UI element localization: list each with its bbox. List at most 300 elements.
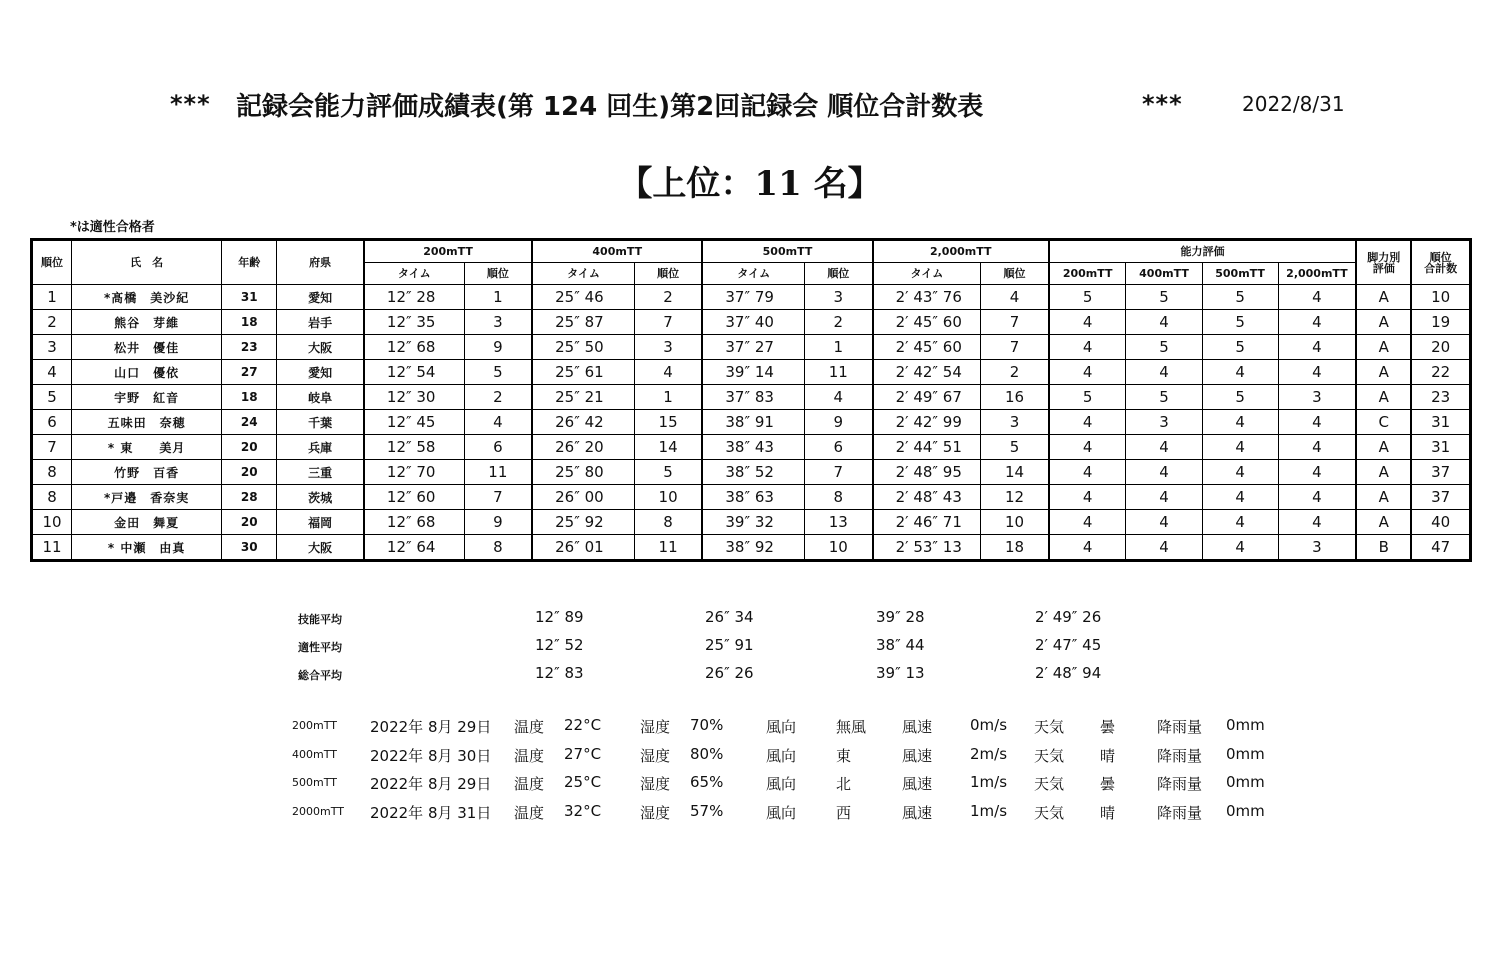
average-label: 適性平均 — [298, 641, 342, 654]
cell-rank: 7 — [32, 435, 72, 460]
cell-rank-400: 8 — [634, 510, 702, 535]
cell-prefecture: 三重 — [277, 460, 364, 485]
document-title: 記録会能力評価成績表(第 124 回生)第2回記録会 順位合計数表 — [236, 92, 984, 122]
weather-wind-speed-label: 風速 — [902, 746, 933, 765]
cell-rank-total: 47 — [1411, 535, 1470, 561]
cell-time-400: 26″ 00 — [532, 485, 634, 510]
subheader-time-500: タイム — [702, 263, 804, 285]
weather-wind-dir-label: 風向 — [766, 803, 797, 822]
top-count-heading: 【上位：11 名】 — [618, 164, 882, 204]
cell-eval-500: 4 — [1202, 485, 1278, 510]
cell-time-500: 37″ 83 — [702, 385, 804, 410]
cell-eval-500: 4 — [1202, 435, 1278, 460]
average-500: 39″ 28 — [876, 608, 925, 626]
subheader-rank-500: 順位 — [805, 263, 873, 285]
cell-time-200: 12″ 68 — [364, 510, 464, 535]
cell-prefecture: 愛知 — [277, 285, 364, 310]
cell-time-500: 38″ 52 — [702, 460, 804, 485]
cell-time-400: 25″ 80 — [532, 460, 634, 485]
cell-eval-200: 4 — [1049, 335, 1126, 360]
cell-leg-eval: A — [1356, 485, 1411, 510]
cell-eval-2000: 4 — [1278, 310, 1356, 335]
cell-name: 金田 舞夏 — [72, 510, 222, 535]
subheader-eval-400: 400mTT — [1126, 263, 1202, 285]
cell-rank-200: 2 — [464, 385, 532, 410]
cell-rank: 10 — [32, 510, 72, 535]
weather-rain-label: 降雨量 — [1157, 803, 1203, 822]
cell-rank-total: 37 — [1411, 485, 1470, 510]
cell-eval-200: 4 — [1049, 360, 1126, 385]
cell-age: 18 — [222, 385, 277, 410]
cell-rank: 6 — [32, 410, 72, 435]
average-2000: 2′ 49″ 26 — [1035, 608, 1102, 626]
average-200: 12″ 89 — [535, 608, 584, 626]
cell-rank-500: 3 — [805, 285, 873, 310]
cell-name: 五味田 奈穂 — [72, 410, 222, 435]
weather-wind-dir: 北 — [836, 775, 852, 793]
cell-eval-500: 4 — [1202, 535, 1278, 561]
cell-time-500: 37″ 79 — [702, 285, 804, 310]
average-label: 総合平均 — [298, 669, 342, 682]
header-event-2000: 2,000mTT — [873, 240, 1049, 263]
cell-rank-total: 31 — [1411, 435, 1470, 460]
cell-name: * 東 美月 — [72, 435, 222, 460]
cell-time-200: 12″ 45 — [364, 410, 464, 435]
cell-time-500: 39″ 14 — [702, 360, 804, 385]
cell-rank-400: 14 — [634, 435, 702, 460]
weather-temp-label: 温度 — [514, 746, 545, 765]
table-row — [32, 385, 1471, 410]
cell-time-500: 38″ 91 — [702, 410, 804, 435]
qualified-note: *は適性合格者 — [70, 220, 155, 235]
weather-row — [0, 773, 1500, 793]
cell-name: *戸邉 香奈実 — [72, 485, 222, 510]
cell-rank-400: 1 — [634, 385, 702, 410]
cell-eval-200: 5 — [1049, 285, 1126, 310]
cell-rank-2000: 2 — [981, 360, 1049, 385]
weather-sky: 曇 — [1100, 775, 1116, 793]
cell-rank-200: 8 — [464, 535, 532, 561]
cell-rank-200: 9 — [464, 510, 532, 535]
cell-rank: 11 — [32, 535, 72, 561]
cell-age: 28 — [222, 485, 277, 510]
table-row — [32, 485, 1471, 510]
header-rank-total: 順位 合計数 — [1411, 240, 1470, 285]
cell-eval-500: 5 — [1202, 310, 1278, 335]
cell-time-2000: 2′ 53″ 13 — [873, 535, 981, 561]
cell-leg-eval: A — [1356, 460, 1411, 485]
cell-time-200: 12″ 54 — [364, 360, 464, 385]
cell-prefecture: 愛知 — [277, 360, 364, 385]
weather-wind-dir: 西 — [836, 803, 852, 822]
weather-rain-label: 降雨量 — [1157, 746, 1203, 765]
cell-leg-eval: A — [1356, 385, 1411, 410]
subheader-eval-2000: 2,000mTT — [1278, 263, 1356, 285]
header-rank: 順位 — [32, 240, 72, 285]
cell-eval-400: 4 — [1126, 510, 1202, 535]
cell-eval-200: 4 — [1049, 535, 1126, 561]
subheader-rank-2000: 順位 — [981, 263, 1049, 285]
weather-sky: 晴 — [1100, 803, 1116, 822]
average-2000: 2′ 48″ 94 — [1035, 664, 1102, 682]
weather-date: 2022年 8月 31日 — [370, 803, 492, 822]
cell-eval-2000: 4 — [1278, 510, 1356, 535]
subheader-time-200: タイム — [364, 263, 464, 285]
cell-eval-500: 5 — [1202, 385, 1278, 410]
table-row — [32, 435, 1471, 460]
weather-wind-speed-label: 風速 — [902, 803, 933, 822]
cell-name: * 中瀬 由真 — [72, 535, 222, 561]
cell-eval-2000: 4 — [1278, 460, 1356, 485]
weather-humidity-label: 湿度 — [640, 803, 671, 822]
cell-rank-500: 6 — [805, 435, 873, 460]
cell-time-200: 12″ 35 — [364, 310, 464, 335]
weather-wind-dir-label: 風向 — [766, 746, 797, 765]
results-table — [30, 238, 1472, 562]
cell-time-500: 38″ 92 — [702, 535, 804, 561]
average-400: 25″ 91 — [705, 636, 754, 654]
cell-rank-500: 7 — [805, 460, 873, 485]
cell-eval-500: 4 — [1202, 360, 1278, 385]
cell-rank-400: 11 — [634, 535, 702, 561]
cell-name: 熊谷 芽維 — [72, 310, 222, 335]
cell-time-200: 12″ 58 — [364, 435, 464, 460]
cell-time-2000: 2′ 43″ 76 — [873, 285, 981, 310]
cell-prefecture: 千葉 — [277, 410, 364, 435]
weather-humidity: 57% — [690, 801, 724, 820]
cell-rank-total: 19 — [1411, 310, 1470, 335]
cell-age: 27 — [222, 360, 277, 385]
weather-humidity-label: 湿度 — [640, 775, 671, 793]
weather-sky-label: 天気 — [1034, 803, 1065, 822]
cell-eval-500: 4 — [1202, 410, 1278, 435]
cell-time-400: 25″ 61 — [532, 360, 634, 385]
cell-name: 宇野 紅音 — [72, 385, 222, 410]
cell-time-2000: 2′ 42″ 54 — [873, 360, 981, 385]
weather-row — [0, 802, 1500, 822]
cell-time-2000: 2′ 42″ 99 — [873, 410, 981, 435]
cell-rank: 2 — [32, 310, 72, 335]
subheader-eval-500: 500mTT — [1202, 263, 1278, 285]
header-event-500: 500mTT — [702, 240, 872, 263]
cell-prefecture: 福岡 — [277, 510, 364, 535]
average-row — [0, 636, 1500, 656]
cell-time-400: 25″ 50 — [532, 335, 634, 360]
cell-name: *髙橋 美沙紀 — [72, 285, 222, 310]
weather-wind-speed-label: 風速 — [902, 775, 933, 793]
average-500: 38″ 44 — [876, 636, 925, 654]
cell-rank-2000: 7 — [981, 335, 1049, 360]
weather-temp: 25°C — [564, 773, 602, 791]
table-row — [32, 510, 1471, 535]
cell-eval-400: 4 — [1126, 485, 1202, 510]
weather-rain-label: 降雨量 — [1157, 775, 1203, 793]
subheader-rank-200: 順位 — [464, 263, 532, 285]
cell-eval-200: 4 — [1049, 485, 1126, 510]
cell-rank-400: 10 — [634, 485, 702, 510]
cell-rank-500: 10 — [805, 535, 873, 561]
weather-temp: 22°C — [564, 716, 602, 734]
weather-sky-label: 天気 — [1034, 718, 1065, 736]
cell-eval-500: 4 — [1202, 460, 1278, 485]
cell-time-400: 25″ 21 — [532, 385, 634, 410]
cell-age: 24 — [222, 410, 277, 435]
weather-temp: 27°C — [564, 744, 602, 763]
cell-leg-eval: A — [1356, 360, 1411, 385]
cell-eval-400: 4 — [1126, 535, 1202, 561]
cell-eval-400: 4 — [1126, 460, 1202, 485]
subheader-time-2000: タイム — [873, 263, 981, 285]
cell-eval-400: 4 — [1126, 360, 1202, 385]
cell-rank-total: 40 — [1411, 510, 1470, 535]
cell-age: 31 — [222, 285, 277, 310]
weather-rain: 0mm — [1226, 744, 1265, 763]
cell-prefecture: 兵庫 — [277, 435, 364, 460]
cell-eval-2000: 4 — [1278, 360, 1356, 385]
title-stars-right: *** — [1142, 90, 1183, 118]
document-date: 2022/8/31 — [1242, 92, 1345, 116]
cell-eval-2000: 4 — [1278, 410, 1356, 435]
cell-age: 20 — [222, 435, 277, 460]
cell-name: 山口 優依 — [72, 360, 222, 385]
table-row — [32, 460, 1471, 485]
cell-time-400: 25″ 87 — [532, 310, 634, 335]
cell-time-2000: 2′ 48″ 95 — [873, 460, 981, 485]
cell-rank-400: 2 — [634, 285, 702, 310]
cell-rank-200: 7 — [464, 485, 532, 510]
weather-sky-label: 天気 — [1034, 775, 1065, 793]
weather-rain: 0mm — [1226, 716, 1265, 734]
cell-rank-500: 9 — [805, 410, 873, 435]
cell-age: 20 — [222, 460, 277, 485]
weather-event: 200mTT — [292, 719, 337, 732]
table-row — [32, 310, 1471, 335]
cell-rank-200: 6 — [464, 435, 532, 460]
table-row — [32, 535, 1471, 561]
cell-prefecture: 茨城 — [277, 485, 364, 510]
weather-wind-speed: 1m/s — [970, 773, 1008, 791]
cell-rank-200: 1 — [464, 285, 532, 310]
cell-rank: 5 — [32, 385, 72, 410]
cell-eval-500: 5 — [1202, 285, 1278, 310]
cell-rank-total: 10 — [1411, 285, 1470, 310]
cell-rank-200: 9 — [464, 335, 532, 360]
table-header-row — [32, 240, 1471, 263]
cell-time-2000: 2′ 46″ 71 — [873, 510, 981, 535]
cell-time-200: 12″ 60 — [364, 485, 464, 510]
weather-wind-speed: 0m/s — [970, 716, 1008, 734]
title-stars-left: *** — [170, 90, 211, 118]
header-ability-eval: 能力評価 — [1049, 240, 1356, 263]
cell-eval-400: 3 — [1126, 410, 1202, 435]
cell-rank: 8 — [32, 485, 72, 510]
cell-rank-200: 4 — [464, 410, 532, 435]
cell-rank-500: 13 — [805, 510, 873, 535]
cell-leg-eval: A — [1356, 335, 1411, 360]
subheader-eval-200: 200mTT — [1049, 263, 1126, 285]
cell-leg-eval: A — [1356, 510, 1411, 535]
cell-eval-200: 4 — [1049, 410, 1126, 435]
cell-age: 20 — [222, 510, 277, 535]
cell-eval-2000: 3 — [1278, 385, 1356, 410]
cell-rank-200: 3 — [464, 310, 532, 335]
weather-humidity: 70% — [690, 716, 724, 734]
weather-event: 400mTT — [292, 747, 337, 761]
cell-rank-500: 4 — [805, 385, 873, 410]
header-event-400: 400mTT — [532, 240, 702, 263]
results-body — [32, 285, 1471, 561]
weather-humidity: 65% — [690, 773, 724, 791]
table-row — [32, 285, 1471, 310]
weather-sky: 晴 — [1100, 746, 1116, 765]
weather-humidity-label: 湿度 — [640, 746, 671, 765]
average-200: 12″ 83 — [535, 664, 584, 682]
weather-wind-speed-label: 風速 — [902, 718, 933, 736]
header-prefecture: 府県 — [277, 240, 364, 285]
subheader-rank-400: 順位 — [634, 263, 702, 285]
cell-rank-2000: 10 — [981, 510, 1049, 535]
cell-eval-500: 5 — [1202, 335, 1278, 360]
cell-eval-400: 5 — [1126, 335, 1202, 360]
cell-eval-400: 4 — [1126, 310, 1202, 335]
cell-rank-2000: 7 — [981, 310, 1049, 335]
cell-prefecture: 岩手 — [277, 310, 364, 335]
cell-time-200: 12″ 64 — [364, 535, 464, 561]
weather-sky: 曇 — [1100, 718, 1116, 736]
cell-prefecture: 岐阜 — [277, 385, 364, 410]
weather-wind-dir-label: 風向 — [766, 775, 797, 793]
cell-rank-2000: 4 — [981, 285, 1049, 310]
cell-time-500: 37″ 40 — [702, 310, 804, 335]
cell-rank-500: 2 — [805, 310, 873, 335]
cell-rank-400: 7 — [634, 310, 702, 335]
weather-wind-dir: 東 — [836, 746, 852, 765]
cell-eval-200: 4 — [1049, 460, 1126, 485]
cell-prefecture: 大阪 — [277, 535, 364, 561]
cell-rank-200: 5 — [464, 360, 532, 385]
cell-time-2000: 2′ 45″ 60 — [873, 310, 981, 335]
cell-rank-total: 37 — [1411, 460, 1470, 485]
cell-time-200: 12″ 30 — [364, 385, 464, 410]
cell-leg-eval: A — [1356, 435, 1411, 460]
cell-eval-500: 4 — [1202, 510, 1278, 535]
weather-temp-label: 温度 — [514, 775, 545, 793]
cell-rank-total: 22 — [1411, 360, 1470, 385]
cell-time-500: 37″ 27 — [702, 335, 804, 360]
cell-eval-2000: 3 — [1278, 535, 1356, 561]
weather-rain: 0mm — [1226, 773, 1265, 791]
cell-rank-2000: 12 — [981, 485, 1049, 510]
weather-wind-dir-label: 風向 — [766, 718, 797, 736]
weather-temp: 32°C — [564, 801, 602, 820]
cell-rank-400: 4 — [634, 360, 702, 385]
cell-time-200: 12″ 70 — [364, 460, 464, 485]
cell-eval-200: 4 — [1049, 310, 1126, 335]
weather-row — [0, 745, 1500, 765]
cell-time-400: 26″ 42 — [532, 410, 634, 435]
cell-rank-500: 8 — [805, 485, 873, 510]
average-label: 技能平均 — [298, 613, 342, 626]
cell-eval-400: 5 — [1126, 385, 1202, 410]
cell-time-400: 26″ 01 — [532, 535, 634, 561]
weather-humidity-label: 湿度 — [640, 718, 671, 736]
weather-wind-speed: 1m/s — [970, 801, 1008, 820]
cell-name: 竹野 百香 — [72, 460, 222, 485]
cell-prefecture: 大阪 — [277, 335, 364, 360]
weather-date: 2022年 8月 29日 — [370, 775, 492, 793]
cell-rank-400: 3 — [634, 335, 702, 360]
cell-time-2000: 2′ 44″ 51 — [873, 435, 981, 460]
cell-time-200: 12″ 68 — [364, 335, 464, 360]
average-row — [0, 664, 1500, 684]
cell-age: 23 — [222, 335, 277, 360]
weather-date: 2022年 8月 30日 — [370, 746, 492, 765]
weather-wind-dir: 無風 — [836, 718, 867, 736]
cell-time-2000: 2′ 49″ 67 — [873, 385, 981, 410]
cell-rank-400: 15 — [634, 410, 702, 435]
document-title-bar — [0, 86, 1500, 126]
average-2000: 2′ 47″ 45 — [1035, 636, 1102, 654]
average-200: 12″ 52 — [535, 636, 584, 654]
average-500: 39″ 13 — [876, 664, 925, 682]
cell-rank-2000: 5 — [981, 435, 1049, 460]
cell-time-200: 12″ 28 — [364, 285, 464, 310]
cell-eval-200: 4 — [1049, 510, 1126, 535]
cell-rank: 4 — [32, 360, 72, 385]
header-name: 氏 名 — [72, 240, 222, 285]
cell-eval-400: 5 — [1126, 285, 1202, 310]
cell-rank-500: 1 — [805, 335, 873, 360]
weather-event: 2000mTT — [292, 804, 344, 818]
cell-time-2000: 2′ 48″ 43 — [873, 485, 981, 510]
cell-name: 松井 優佳 — [72, 335, 222, 360]
cell-time-400: 25″ 46 — [532, 285, 634, 310]
table-row — [32, 335, 1471, 360]
cell-rank-total: 20 — [1411, 335, 1470, 360]
cell-age: 18 — [222, 310, 277, 335]
cell-rank: 8 — [32, 460, 72, 485]
cell-rank: 3 — [32, 335, 72, 360]
table-row — [32, 360, 1471, 385]
cell-rank-400: 5 — [634, 460, 702, 485]
cell-time-500: 39″ 32 — [702, 510, 804, 535]
weather-wind-speed: 2m/s — [970, 744, 1008, 763]
cell-rank-2000: 14 — [981, 460, 1049, 485]
weather-temp-label: 温度 — [514, 718, 545, 736]
weather-sky-label: 天気 — [1034, 746, 1065, 765]
cell-eval-2000: 4 — [1278, 285, 1356, 310]
weather-rain-label: 降雨量 — [1157, 718, 1203, 736]
average-400: 26″ 34 — [705, 608, 754, 626]
weather-event: 500mTT — [292, 776, 337, 789]
cell-leg-eval: B — [1356, 535, 1411, 561]
cell-age: 30 — [222, 535, 277, 561]
weather-humidity: 80% — [690, 744, 724, 763]
header-age: 年齢 — [222, 240, 277, 285]
cell-time-400: 26″ 20 — [532, 435, 634, 460]
cell-eval-400: 4 — [1126, 435, 1202, 460]
cell-time-2000: 2′ 45″ 60 — [873, 335, 981, 360]
cell-leg-eval: A — [1356, 310, 1411, 335]
cell-rank-200: 11 — [464, 460, 532, 485]
cell-rank-2000: 3 — [981, 410, 1049, 435]
cell-leg-eval: A — [1356, 285, 1411, 310]
average-row — [0, 608, 1500, 628]
cell-eval-200: 4 — [1049, 435, 1126, 460]
cell-rank-2000: 18 — [981, 535, 1049, 561]
cell-rank-2000: 16 — [981, 385, 1049, 410]
header-leg-eval: 脚力別 評価 — [1356, 240, 1411, 285]
